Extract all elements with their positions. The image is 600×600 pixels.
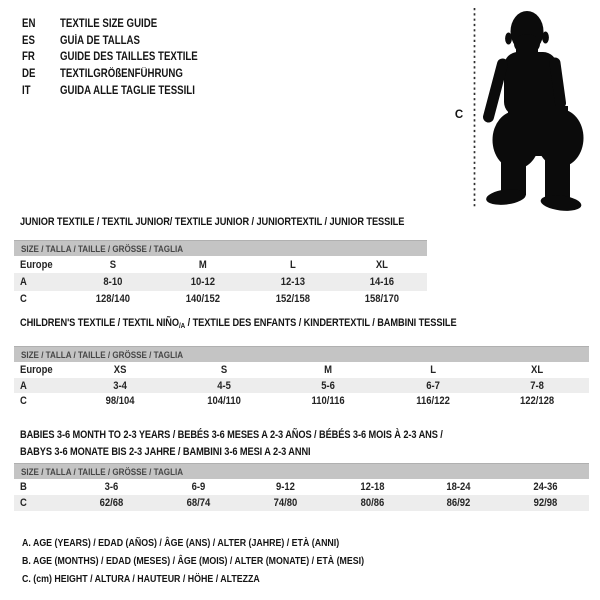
children-size-table	[14, 346, 589, 409]
table-row	[14, 362, 589, 378]
lang-title: GUIDE DES TAILLES TEXTILE	[60, 51, 198, 64]
value-cell: 68/74	[186, 497, 211, 510]
children-title-subscript: /A	[178, 321, 186, 330]
row-label: Europe	[20, 363, 53, 376]
value-cell: 6-7	[425, 379, 440, 392]
value-cell: 6-9	[191, 481, 206, 494]
size-cell: L	[429, 363, 436, 376]
value-cell: 140/152	[185, 293, 220, 306]
lang-row	[22, 49, 224, 66]
lang-row	[22, 33, 224, 50]
row-label: Europe	[20, 258, 53, 271]
lang-code: EN	[22, 18, 36, 31]
table-row	[14, 256, 427, 273]
babies-title-line2: BABYS 3-6 MONATE BIS 2-3 JAHRE / BAMBINI 3-6 MESI A 2-3 ANNI	[20, 446, 311, 458]
height-label: C	[454, 109, 464, 121]
lang-row	[22, 16, 224, 33]
row-label: B	[20, 481, 27, 494]
row-label: A	[20, 379, 27, 392]
junior-size-table	[14, 240, 427, 308]
table-row	[14, 291, 427, 308]
value-cell: 116/122	[415, 395, 450, 408]
table-row	[14, 495, 589, 511]
footnote-c: C. (cm) HEIGHT / ALTURA / HAUTEUR / HÖHE / ALTEZZA	[22, 572, 260, 585]
value-cell: 128/140	[95, 293, 130, 306]
baby-height-figure	[440, 0, 600, 220]
size-cell: L	[289, 258, 296, 271]
value-cell: 158/170	[365, 293, 400, 306]
value-cell: 5-6	[321, 379, 336, 392]
footnote-list	[22, 535, 429, 588]
value-cell: 4-5	[217, 379, 232, 392]
value-cell: 9-12	[275, 481, 295, 494]
lang-title: GUIDA ALLE TAGLIE TESSILI	[60, 84, 195, 97]
value-cell: 3-4	[113, 379, 127, 392]
children-title-post: / TEXTILE DES ENFANTS / KINDERTEXTIL / BAMBINI TESSILE	[185, 317, 457, 329]
lang-title: GUÍA DE TALLAS	[60, 34, 140, 47]
babies-title-line1: BABIES 3-6 MONTH TO 2-3 YEARS / BEBÉS 3-6 MESES A 2-3 AÑOS / BÉBÉS 3-6 MOIS À 2-3 ANS /	[20, 429, 443, 441]
footnote-b: B. AGE (MONTHS) / EDAD (MESES) / ÂGE (MOIS) / ALTER (MONATE) / ETÀ (MESI)	[22, 554, 365, 567]
size-cell: XS	[113, 363, 127, 376]
value-cell: 24-36	[533, 481, 558, 494]
lang-code: FR	[22, 51, 35, 64]
size-cell: XL	[530, 363, 543, 376]
lang-row	[22, 66, 224, 83]
value-cell: 7-8	[530, 379, 544, 392]
table-row	[14, 273, 427, 290]
value-cell: 98/104	[105, 395, 135, 408]
value-cell: 110/116	[311, 395, 346, 408]
value-cell: 80/86	[360, 497, 384, 510]
row-label: C	[20, 497, 27, 510]
row-label: C	[20, 395, 27, 408]
value-cell: 104/110	[207, 395, 242, 408]
baby-silhouette-icon	[485, 11, 583, 213]
value-cell: 12-13	[280, 275, 305, 288]
size-cell: M	[324, 363, 333, 376]
value-cell: 62/68	[99, 497, 124, 510]
table-row	[14, 479, 589, 495]
lang-code: ES	[22, 34, 35, 47]
value-cell: 74/80	[273, 497, 297, 510]
value-cell: 3-6	[104, 481, 119, 494]
lang-title: TEXTILE SIZE GUIDE	[60, 18, 158, 31]
value-cell: 122/128	[519, 395, 554, 408]
language-title-list	[22, 16, 224, 99]
value-cell: 152/158	[275, 293, 310, 306]
babies-size-table	[14, 463, 589, 511]
table-header-label: SIZE / TALLA / TAILLE / GRÖSSE / TAGLIA	[21, 350, 184, 361]
lang-code: DE	[22, 68, 36, 81]
row-label: A	[20, 275, 27, 288]
footnote-a: A. AGE (YEARS) / EDAD (AÑOS) / ÂGE (ANS) / ALTER (JAHRE) / ETÀ (ANNI)	[22, 537, 340, 549]
size-cell: XL	[376, 258, 389, 271]
value-cell: 92/98	[533, 497, 558, 510]
table-header-label: SIZE / TALLA / TAILLE / GRÖSSE / TAGLIA	[21, 244, 184, 255]
babies-section-title	[20, 427, 523, 461]
size-cell: M	[198, 258, 207, 271]
size-cell: S	[221, 363, 228, 376]
value-cell: 14-16	[370, 275, 395, 288]
table-row	[14, 378, 589, 394]
value-cell: 18-24	[446, 481, 471, 494]
table-header-bar	[14, 346, 589, 362]
children-title-pre: CHILDREN'S TEXTILE / TEXTIL NIÑO	[20, 317, 179, 329]
table-header-label: SIZE / TALLA / TAILLE / GRÖSSE / TAGLIA	[21, 467, 184, 478]
lang-row	[22, 82, 224, 99]
children-section-title	[20, 317, 457, 330]
table-row	[14, 393, 589, 409]
table-header-bar	[14, 240, 427, 256]
value-cell: 86/92	[446, 497, 471, 510]
lang-code: IT	[22, 84, 31, 97]
value-cell: 8-10	[103, 275, 123, 288]
lang-title: TEXTILGRÖßENFÜHRUNG	[60, 68, 183, 81]
table-header-bar	[14, 463, 589, 479]
row-label: C	[20, 293, 27, 306]
value-cell: 10-12	[190, 275, 215, 288]
size-cell: S	[109, 258, 117, 271]
junior-section-title: JUNIOR TEXTILE / TEXTIL JUNIOR/ TEXTILE JUNIOR / JUNIORTEXTIL / JUNIOR TESSILE	[20, 216, 405, 228]
value-cell: 12-18	[359, 481, 385, 494]
